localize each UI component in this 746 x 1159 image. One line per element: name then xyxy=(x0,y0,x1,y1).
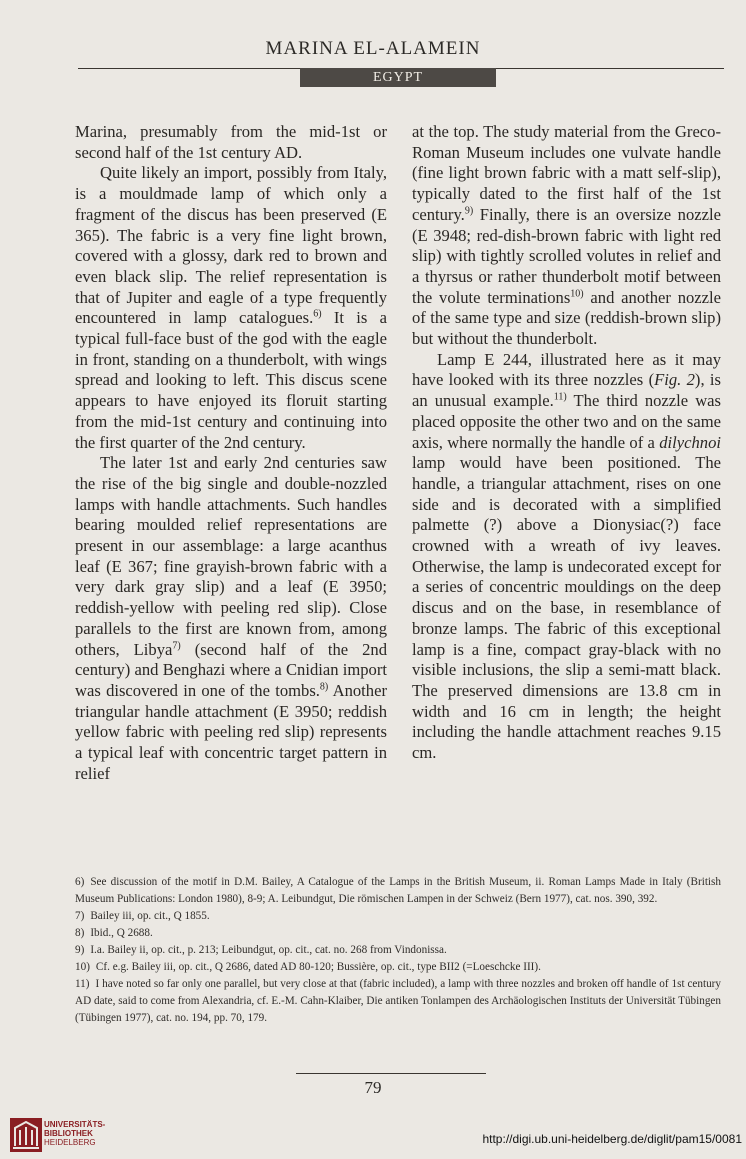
footnote xyxy=(75,908,721,925)
text-column-left xyxy=(75,122,387,785)
footnote-number: 6) xyxy=(75,876,85,888)
footnote xyxy=(75,925,721,942)
footnote-reference: 11) xyxy=(553,391,567,403)
library-column-icon xyxy=(10,1118,42,1152)
footnote-number: 9) xyxy=(75,944,85,956)
paragraph xyxy=(75,122,387,163)
footnote xyxy=(75,976,721,1027)
text-run: Finally, there is an oversize nozzle (E 3948; red-dish-brown fabric with light red slip) with tightly scrolled volutes in relief and a thyrsus or rather thunderbolt motif between the volute terminations xyxy=(412,204,721,307)
footnote-text: Ibid., Q 2688. xyxy=(90,927,153,939)
text-run: Another triangular handle attachment (E 3950; reddish yellow fabric with peeling red slip) represents a typical leaf with concentric target pattern in relief xyxy=(75,680,387,783)
footnote-text: I.a. Bailey ii, op. cit., p. 213; Leibundgut, op. cit., cat. no. 268 from Vindonissa. xyxy=(90,944,447,956)
footnote-number: 7) xyxy=(75,910,85,922)
footnote-reference: 9) xyxy=(464,205,474,217)
text-column-right xyxy=(412,122,721,764)
footnote-reference: 6) xyxy=(313,308,322,320)
footnote-number: 11) xyxy=(75,978,90,990)
footer-rule xyxy=(296,1073,486,1074)
paragraph xyxy=(75,453,387,784)
text-run: The later 1st and early 2nd centuries saw the rise of the big single and double-nozzled lamps with handle attachments. Such handles bearing moulded relief representations are present in our assemblage: a large acanthus leaf (E 367; fine grayish-brown fabric with a very dark gray slip) and a leaf (E 3950; reddish-yellow with peeling red slip). Close parallels to the first are known from, among others, Libya xyxy=(75,453,387,659)
text-run: dilychnoi xyxy=(659,432,721,452)
paragraph xyxy=(412,350,721,764)
footnote-number: 8) xyxy=(75,927,85,939)
running-title: MARINA EL-ALAMEIN xyxy=(265,38,481,59)
text-run: and another nozzle of the same type and size (reddish-brown slip) but without the thunderbolt. xyxy=(412,287,721,349)
footnote-reference: 8) xyxy=(319,681,329,693)
text-run: Fig. 2 xyxy=(654,370,695,390)
paragraph xyxy=(75,163,387,453)
country-band: EGYPT xyxy=(300,68,496,87)
text-run: It is a typical full-face bust of the god with the eagle in front, standing on a thunderbolt, with wings spread and looking to left. This discus scene appears to have enjoyed its floruit starting from the mid-1st century and continuing into the first quarter of the 2nd century. xyxy=(75,308,387,452)
footnote-number: 10) xyxy=(75,961,90,973)
text-run: lamp would have been positioned. The handle, a triangular attachment, rises on one side and is decorated with a simplified palmette (?) above a Dionysiac(?) face crowned with a wreath of ivy leaves. Otherwise, the lamp is undecorated except for a series of concentric mouldings on the deep discus and on the base, in resemblance of bronze lamps. The fabric of this exceptional lamp is a fine, compact gray-black with no visible inclusions, the slip a semi-matt black. The preserved dimensions are 13.8 cm in width and 16 cm in length; the height including the handle attachment reaches 9.15 cm. xyxy=(412,453,721,763)
source-url-link[interactable]: http://digi.ub.uni-heidelberg.de/diglit/pam15/0081 xyxy=(482,1132,742,1146)
footnote xyxy=(75,959,721,976)
text-run: at the top. The study material from the Greco-Roman Museum includes one vulvate handle (fine light brown fabric with a matt self-slip), typically dated to the first half of the 1st century. xyxy=(412,122,721,224)
footnote-reference: 7) xyxy=(172,640,181,652)
footnotes xyxy=(75,874,721,1027)
footnote-text: Cf. e.g. Bailey iii, op. cit., Q 2686, dated AD 80-120; Bussière, op. cit., type BII2 (=Loeschcke III). xyxy=(95,961,541,973)
text-run: ), is an unusual example. xyxy=(412,370,721,411)
page-number: 79 xyxy=(364,1078,382,1097)
text-run: The third nozzle was placed opposite the other two and on the same axis, where normally the handle of a xyxy=(412,391,722,452)
library-name-line2: BIBLIOTHEK xyxy=(44,1129,93,1138)
footnote-text: Bailey iii, op. cit., Q 1855. xyxy=(90,910,210,922)
library-name-line3: HEIDELBERG xyxy=(44,1138,96,1147)
text-run: Marina, presumably from the mid-1st or second half of the 1st century AD. xyxy=(75,122,387,162)
text-run: Quite likely an import, possibly from Italy, is a mouldmade lamp of which only a fragment of the discus has been preserved (E 365). The fabric is a very fine light brown, covered with a glossy, dark red to brown and even black slip. The relief representation is that of Jupiter and eagle of a type frequently encountered in lamp catalogues. xyxy=(75,163,387,328)
footnote xyxy=(75,874,721,908)
text-run: Lamp E 244, illustrated here as it may have looked with its three nozzles ( xyxy=(412,349,721,390)
footnote-text: See discussion of the motif in D.M. Bailey, A Catalogue of the Lamps in the British Museum, ii. Roman Lamps Made in Italy (British Museum Publications: London 1980), 8-9; A. Leibundgut, Die römischen Lampen in der Schweiz (Bern 1977), cat. nos. 390, 392. xyxy=(75,876,721,905)
footnote-reference: 10) xyxy=(570,288,584,300)
footnote xyxy=(75,942,721,959)
library-name xyxy=(44,1120,105,1147)
text-run: (second half of the 2nd century) and Benghazi where a Cnidian import was discovered in one of the tombs. xyxy=(75,639,387,700)
paragraph xyxy=(412,122,721,350)
footnote-text: I have noted so far only one parallel, but very close at that (fabric included), a lamp with three nozzles and broken off handle of 1st century AD date, said to come from Alexandria, cf. E.-M. Cahn-Klaiber, Die antiken Tonlampen des Archäologischen Instituts der Universität Tübingen (Tübingen 1977), cat. no. 194, pp. 70, 179. xyxy=(75,978,721,1024)
library-name-line1: UNIVERSITÄTS- xyxy=(44,1120,106,1129)
